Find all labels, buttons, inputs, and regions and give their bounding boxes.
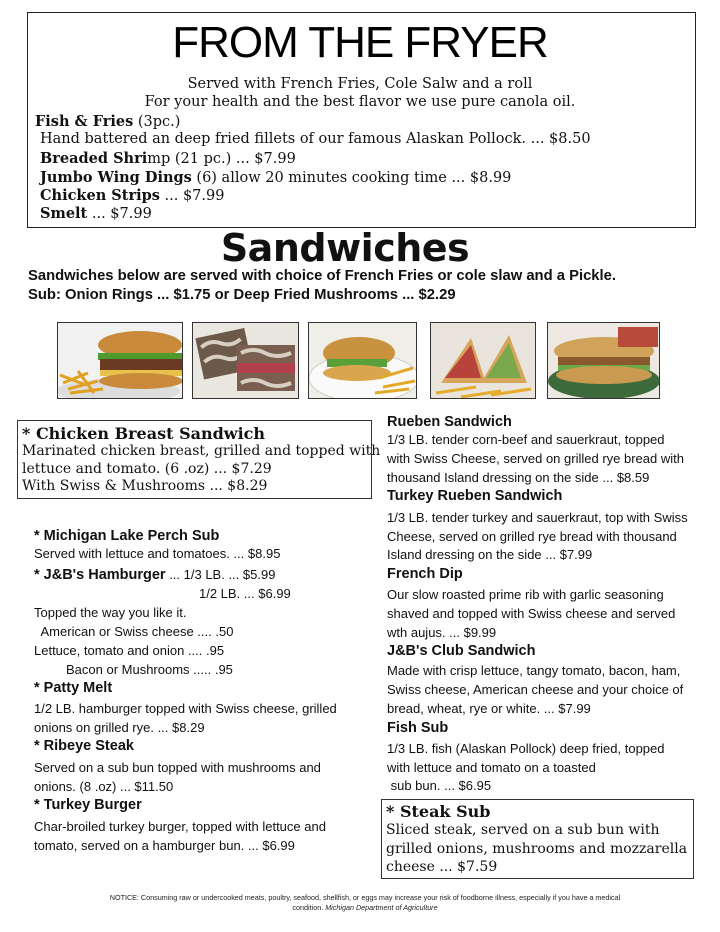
perch-sub-title: * Michigan Lake Perch Sub: [34, 528, 220, 544]
turkey-rueben-desc-3: Island dressing on the side ... $7.99: [387, 547, 593, 562]
fish-sub-desc-2: with lettuce and tomato on a toasted: [387, 760, 596, 775]
sandwiches-sub-options: Sub: Onion Rings ... $1.75 or Deep Fried Mushrooms ... $2.29: [28, 287, 456, 303]
smelt-name: Smelt: [40, 205, 88, 222]
steak-sub-desc-1: Sliced steak, served on a sub bun with: [386, 822, 660, 838]
patty-melt-desc-1: 1/2 LB. hamburger topped with Swiss cheese, grilled: [34, 701, 337, 716]
notice-line-1: NOTICE: Consuming raw or undercooked meats, poultry, seafood, shellfish, or eggs may increase your risk of foodborne illness, especially if you have a medical: [109, 893, 621, 902]
ribeye-steak-desc-2: onions. (8 .oz) ... $11.50: [34, 779, 174, 794]
fryer-title: FROM THE FRYER: [172, 18, 548, 67]
strips-name: Chicken Strips: [40, 187, 160, 204]
turkey-rueben-desc-2: Cheese, served on grilled rye bread with thousand: [387, 529, 677, 544]
sandwiches-intro: Sandwiches below are served with choice of French Fries or cole slaw and a Pickle.: [28, 268, 616, 284]
chicken-breast-desc-1: Marinated chicken breast, grilled and topped with: [22, 443, 381, 459]
ribeye-steak-title: * Ribeye Steak: [34, 738, 134, 754]
notice-line-2: [55, 903, 675, 913]
reuben-photo: [192, 322, 299, 399]
rueben-desc-3: thousand Island dressing on the side ... $8.59: [387, 470, 650, 485]
rueben-desc-2: with Swiss Cheese, served on grilled rye bread with: [387, 451, 684, 466]
fish-fries-desc: Hand battered an deep fried fillets of our famous Alaskan Pollock. ... $8.50: [40, 131, 591, 147]
ribeye-steak-desc-1: Served on a sub bun topped with mushrooms and: [34, 760, 321, 775]
patty-melt-title: * Patty Melt: [34, 680, 113, 696]
hamburger-desc-1: Topped the way you like it.: [34, 605, 187, 620]
fryer-item-smelt: [40, 205, 152, 222]
turkey-rueben-title: Turkey Rueben Sandwich: [387, 488, 563, 504]
fish-fries-qty: (3pc.): [133, 114, 181, 130]
fryer-subtitle-canola: For your health and the best flavor we use pure canola oil.: [144, 94, 576, 110]
fish-sub-desc-1: 1/3 LB. fish (Alaskan Pollock) deep fried, topped: [387, 741, 665, 756]
smelt-rest: ... $7.99: [87, 206, 152, 222]
patty-melt-desc-2: onions on grilled rye. ... $8.29: [34, 720, 205, 735]
turkey-burger-desc-2: tomato, served on a hamburger bun. ... $6.99: [34, 838, 295, 853]
fish-fries-name: Fish & Fries: [35, 113, 134, 130]
steak-sub-desc-3: cheese ... $7.59: [386, 859, 498, 875]
sandwiches-title: Sandwiches: [220, 226, 470, 270]
hamburger-desc-3: Lettuce, tomato and onion .... .95: [34, 643, 225, 658]
club-sandwich-desc-1: Made with crisp lettuce, tangy tomato, bacon, ham,: [387, 663, 681, 678]
rueben-desc-1: 1/3 LB. tender corn-beef and sauerkraut, topped: [387, 432, 665, 447]
wings-name: Jumbo Wing Dings: [40, 169, 192, 186]
french-dip-title: French Dip: [387, 566, 463, 582]
notice-source: Michigan Department of Agriculture: [325, 903, 438, 912]
grilled-sandwich-photo: [547, 322, 660, 399]
hamburger-desc-4: Bacon or Mushrooms ..... .95: [66, 662, 233, 677]
club-sandwich-title: J&B's Club Sandwich: [387, 643, 536, 659]
perch-sub-desc: Served with lettuce and tomatoes. ... $8.95: [34, 546, 281, 561]
chicken-breast-desc-3: With Swiss & Mushrooms ... $8.29: [22, 478, 268, 494]
fish-sub-desc-3: sub bun. ... $6.95: [387, 778, 492, 793]
burger-photo: [57, 322, 183, 399]
fryer-item-wings: [40, 169, 511, 186]
hamburger-title-row: [34, 566, 275, 584]
french-dip-desc-1: Our slow roasted prime rib with garlic seasoning: [387, 587, 664, 602]
fryer-item-fish: [35, 113, 180, 130]
chicken-breast-title: * Chicken Breast Sandwich: [22, 424, 266, 443]
hamburger-desc-2: American or Swiss cheese .... .50: [34, 624, 234, 639]
wings-rest: (6) allow 20 minutes cooking time ... $8.99: [191, 170, 512, 186]
shrimp-name: Breaded Shri: [40, 150, 148, 167]
french-dip-desc-3: wth aujus. ... $9.99: [387, 625, 497, 640]
fryer-item-shrimp: [40, 150, 296, 167]
club-sandwich-desc-3: bread, wheat, rye or white. ... $7.99: [387, 701, 591, 716]
food-safety-notice: [55, 893, 675, 913]
turkey-burger-title: * Turkey Burger: [34, 797, 142, 813]
chicken-sandwich-photo: [308, 322, 417, 399]
turkey-rueben-desc-1: 1/3 LB. tender turkey and sauerkraut, top with Swiss: [387, 510, 688, 525]
steak-sub-title: * Steak Sub: [386, 802, 491, 821]
hamburger-title: * J&B's Hamburger: [34, 567, 166, 583]
hamburger-price-half: 1/2 LB. ... $6.99: [199, 586, 291, 601]
chicken-breast-desc-2: lettuce and tomato. (6 .oz) ... $7.29: [22, 461, 272, 477]
turkey-burger-desc-1: Char-broiled turkey burger, topped with lettuce and: [34, 819, 326, 834]
club-sandwich-photo: [430, 322, 536, 399]
french-dip-desc-2: shaved and topped with Swiss cheese and served: [387, 606, 676, 621]
club-sandwich-desc-2: Swiss cheese, American cheese and your choice of: [387, 682, 684, 697]
strips-rest: ... $7.99: [159, 188, 225, 204]
rueben-title: Rueben Sandwich: [387, 414, 512, 430]
shrimp-rest: mp (21 pc.) ... $7.99: [147, 151, 296, 167]
hamburger-price-third: ... 1/3 LB. ... $5.99: [165, 567, 276, 582]
steak-sub-desc-2: grilled onions, mushrooms and mozzarella: [386, 841, 688, 857]
fryer-item-strips: [40, 187, 224, 204]
fryer-subtitle: Served with French Fries, Cole Salw and a roll: [187, 76, 533, 92]
notice-condition: condition.: [292, 903, 326, 912]
fish-sub-title: Fish Sub: [387, 720, 449, 736]
